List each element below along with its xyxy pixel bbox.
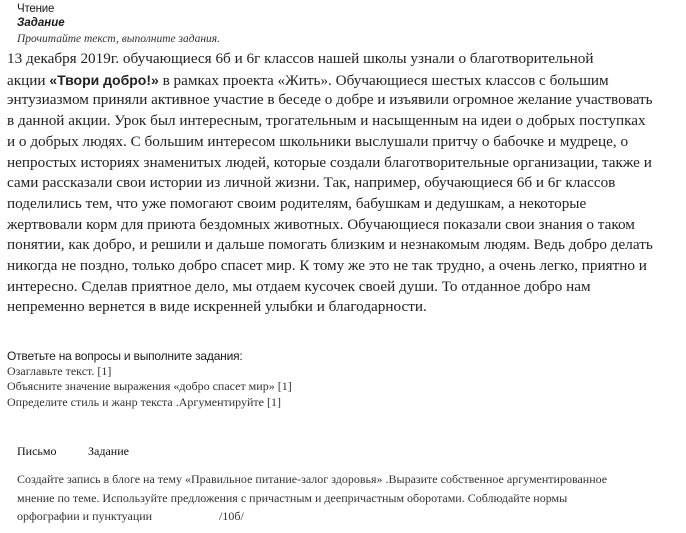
question-item: Определите стиль и жанр текста .Аргументируйте [1] bbox=[7, 395, 281, 409]
passage-text: акции bbox=[7, 71, 50, 89]
reading-section-title: Чтение bbox=[17, 3, 55, 15]
writing-task-line: Создайте запись в блоге на тему «Правильное питание-залог здоровья» .Выразите собственное аргументированное bbox=[17, 472, 608, 486]
passage-line: энтузиазмом приняли активное участие в беседе о добре и изъявили огромное желание участвовать bbox=[7, 91, 653, 109]
passage-line: в данной акции. Урок был интересным, трогательным и насыщенным на идеи о добрых поступках bbox=[7, 112, 646, 130]
campaign-name: «Твори добро!» bbox=[49, 71, 159, 88]
writing-section-title: Письмо bbox=[17, 444, 57, 458]
questions-title: Ответьте на вопросы и выполните задания: bbox=[7, 349, 243, 363]
question-item: Озаглавьте текст. [1] bbox=[7, 364, 112, 378]
question-item: Объясните значение выражения «добро спасет мир» [1] bbox=[7, 379, 292, 393]
writing-task-label: Задание bbox=[88, 444, 129, 458]
passage-line: жертвовали корм для приюта бездомных животных. Обучающиеся показали свои знания о таком bbox=[7, 215, 635, 233]
passage-line: 13 декабря 2019г. обучающиеся 6б и 6г классов нашей школы узнали о благотворительной bbox=[7, 50, 594, 67]
writing-task-line: орфографии и пунктуации bbox=[17, 509, 153, 523]
reading-passage bbox=[7, 49, 683, 321]
passage-line bbox=[7, 70, 609, 92]
passage-text: в рамках проекта «Жить». Обучающиеся шестых классов с большим bbox=[158, 71, 609, 89]
passage-line: непростых историях знаменитых людей, которые создали благотворительные организации, также и bbox=[7, 153, 652, 171]
writing-task-line: мнение по теме. Используйте предложения с причастным и деепричастным оборотами. Соблюдайте нормы bbox=[17, 491, 568, 505]
passage-line: и о добрых людях. С большим интересом школьники выслушали притчу о бабочке и мудреце, о bbox=[7, 132, 629, 150]
writing-score: /10б/ bbox=[219, 509, 244, 523]
passage-line: понятии, как добро, и решили и дальше помогать близким и незнакомым людям. Ведь добро делать bbox=[7, 236, 653, 254]
passage-line: интересно. Сделав приятное дело, мы отдаем кусочек своей души. То отданное добро нам bbox=[7, 277, 591, 295]
passage-line: сами рассказали свои истории из личной жизни. Так, например, обучающиеся 6б и 6г классов bbox=[7, 174, 616, 192]
reading-instruction: Прочитайте текст, выполните задания. bbox=[17, 33, 220, 45]
passage-line: никогда не поздно, только добро спасет мир. К тому же это не так трудно, а очень легко, приятно и bbox=[7, 257, 647, 274]
reading-task-label: Задание bbox=[17, 17, 65, 29]
passage-line: непременно вернется в виде искренней улыбки и благодарности. bbox=[7, 298, 427, 316]
passage-line: поделились тем, что уже помогают своим родителям, бабушкам и дедушкам, а некоторые bbox=[7, 194, 587, 212]
